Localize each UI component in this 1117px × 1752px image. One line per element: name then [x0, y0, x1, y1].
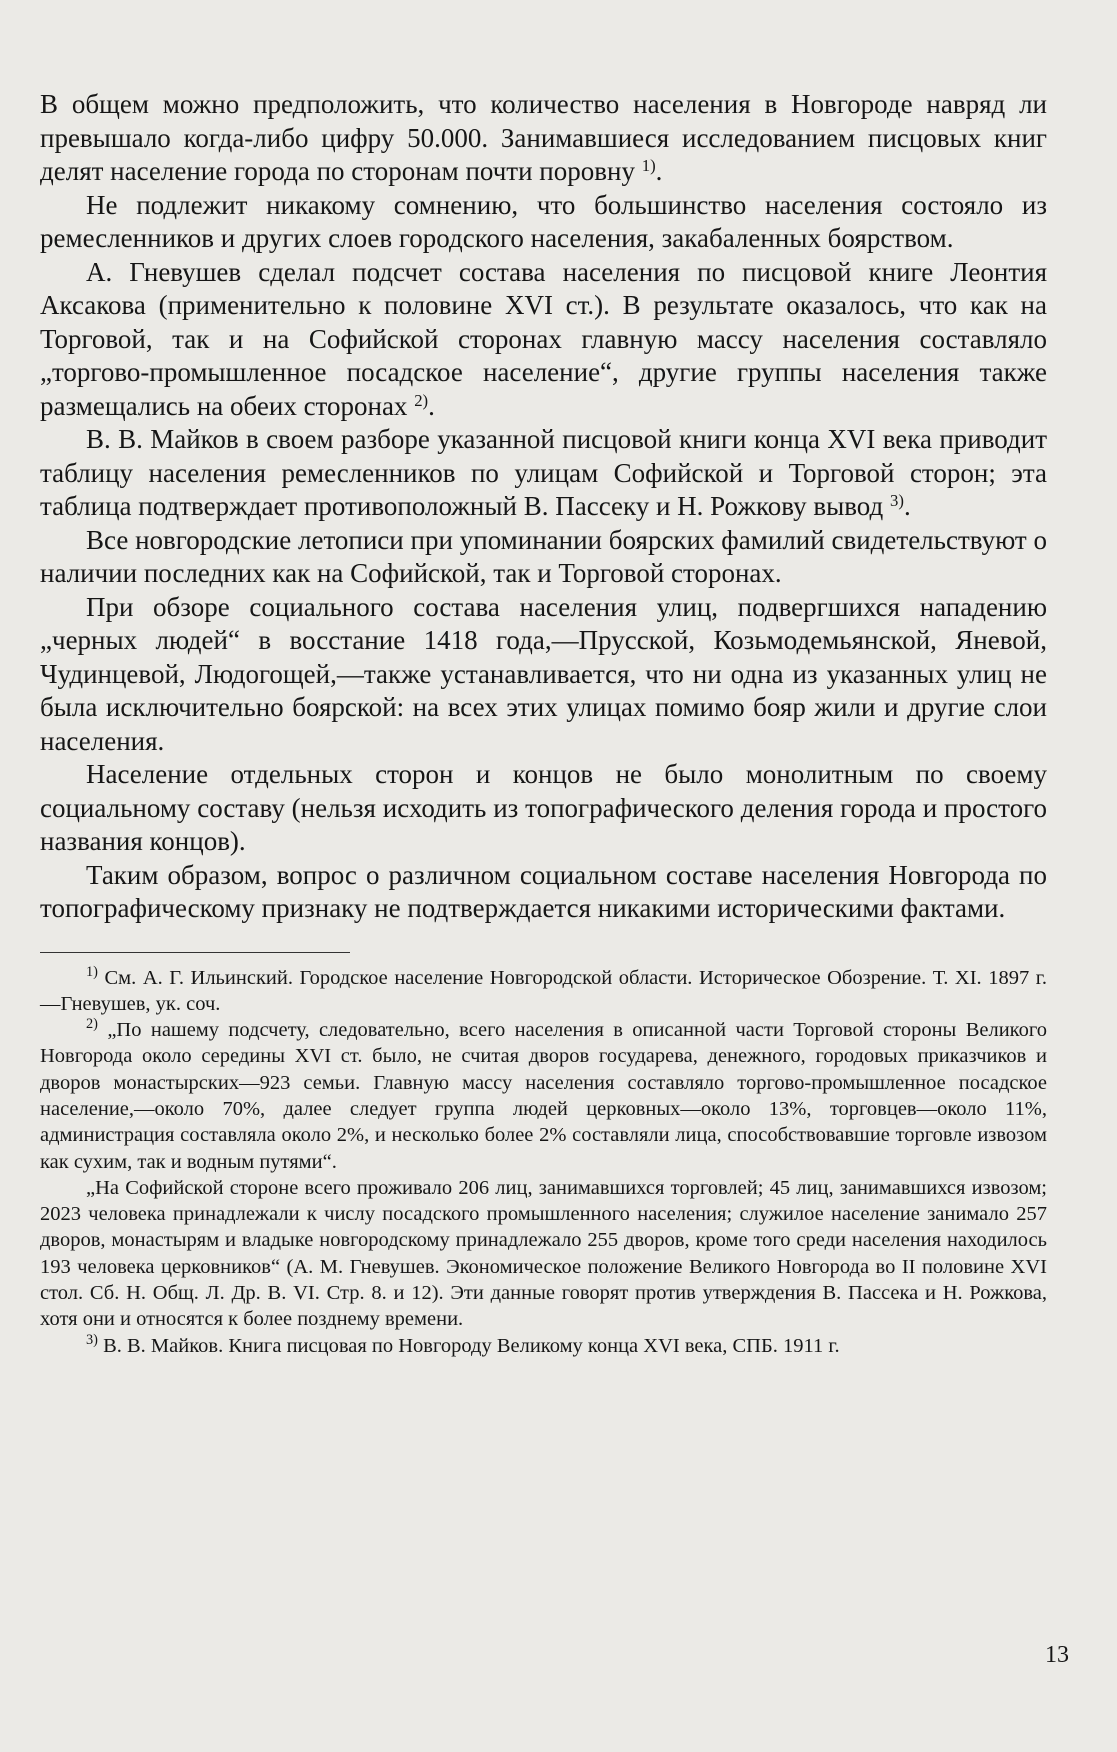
footnote-ref[interactable]: 3): [890, 490, 904, 510]
paragraph: В общем можно предположить, что количество населения в Новгороде навряд ли превышало когда-либо цифру 50.000. Занимавшиеся исследованием писцовых книг делят население города по сторонам почти поровну $^{1)}$.: [40, 89, 1047, 186]
paragraph: Таким образом, вопрос о различном социальном составе населения Новгорода по топографическому признаку не подтверждается никакими историческими фактами.: [40, 859, 1047, 923]
footnote: $^{2)}$ „По нашему подсчету, следовательно, всего населения в описанной части Торговой стороны Великого Новгорода около середины XVI ст. было, не считая дворов государева, денежного, городовых приказчиков и дворов монастырских—923 семьи. Главную массу населения составляло торгово-промышленное посадское население,—около 70%, далее следует группа людей церковных—около 13%, торговцев—около 11%, администрация составляла около 2%, и несколько более 2% составляли лица, способствовавшие торговле извозом как сухим, так и водным путями“.: [40, 1016, 1047, 1173]
footnote-ref[interactable]: 1): [641, 155, 656, 175]
main-text: [40, 88, 1047, 926]
page-number: 13: [1045, 1642, 1069, 1668]
footnote: $^{1)}$ См. А. Г. Ильинский. Городское население Новгородской области. Историческое Обозрение. Т. XI. 1897 г.—Гневушев, ук. соч.: [40, 963, 1047, 1015]
footnote-marker: 2): [86, 1016, 98, 1033]
footnote-marker: 1): [86, 963, 98, 980]
paragraph: В. В. Майков в своем разборе указанной писцовой книги конца XVI века приводит таблицу населения ремесленников по улицам Софийской и Торговой сторон; эта таблица подтверждает противоположный В. Пассеку и Н. Рожкову вывод $^{3)}$.: [40, 424, 1047, 521]
paragraph: Население отдельных сторон и концов не было монолитным по своему социальному составу (нельзя исходить из топографического деления города и простого названия концов).: [40, 759, 1047, 856]
paragraph: Не подлежит никакому сомнению, что большинство населения состояло из ремесленников и других слоев городского населения, закабаленных боярством.: [40, 189, 1047, 253]
footnote: „На Софийской стороне всего проживало 206 лиц, занимавшихся торговлей; 45 лиц, занимавшихся извозом; 2023 человека принадлежали к числу посадского промышленного населения; служилое население занимало 257 дворов, монастырям и владыке новгородскому принадлежало 255 дворов, кроме того среди населения находилось 193 человека церковников“ (А. М. Гневушев. Экономическое положение Великого Новгорода во II половине XVI стол. Сб. Н. Общ. Л. Др. В. VI. Стр. 8. и 12). Эти данные говорят против утверждения В. Пассека и Н. Рожкова, хотя они и относятся к более позднему времени.: [40, 1176, 1047, 1331]
footnote-marker: 3): [86, 1331, 98, 1348]
paragraph: А. Гневушев сделал подсчет состава населения по писцовой книге Леонтия Аксакова (применительно к половине XVI ст.). В результате оказалось, что как на Торговой, так и на Софийской сторонах главную массу населения составляло „торгово-промышленное посадское население“, другие группы населения также размещались на обеих сторонах $^{2)}$.: [40, 256, 1047, 421]
footnote-ref[interactable]: 2): [414, 390, 429, 410]
footnotes: [40, 965, 1047, 1359]
footnote: $^{3)}$ В. В. Майков. Книга писцовая по Новгороду Великому конца XVI века, СПБ. 1911 г.: [86, 1331, 840, 1357]
paragraph: При обзоре социального состава населения улиц, подвергшихся нападению „черных людей“ в восстание 1418 года,—Прусской, Козьмодемьянской, Яневой, Чудинцевой, Людогощей,—также устанавливается, что ни одна из указанных улиц не была исключительно боярской: на всех этих улицах помимо бояр жили и другие слои населения.: [40, 591, 1047, 756]
paragraph: Все новгородские летописи при упоминании боярских фамилий свидетельствуют о наличии последних как на Софийской, так и Торговой сторонах.: [40, 524, 1047, 588]
footnote-divider: [40, 952, 350, 953]
